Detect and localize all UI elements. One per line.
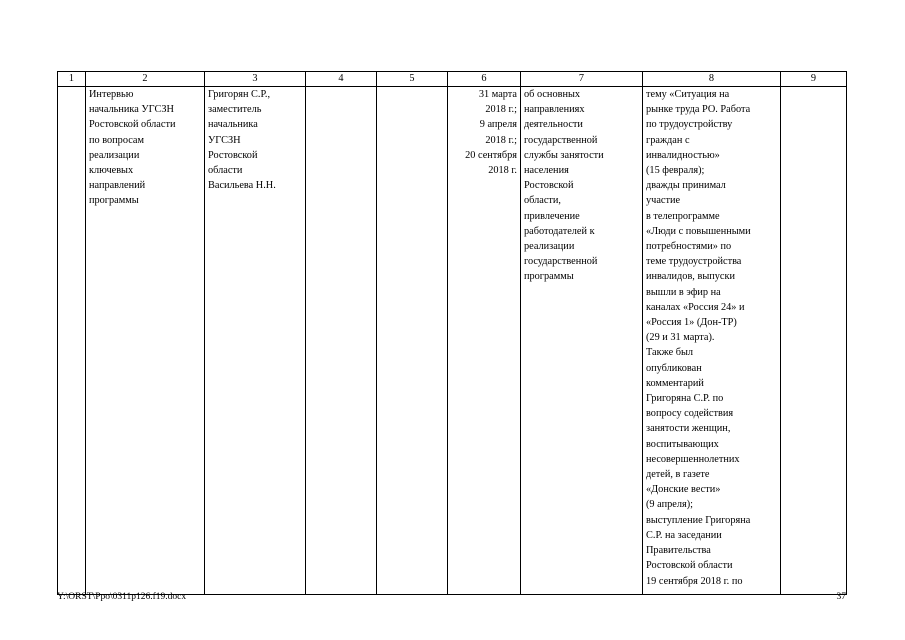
page-number: 37 — [836, 592, 846, 602]
column-number-9: 9 — [781, 72, 847, 87]
cell-event: Интервью начальника УГСЗН Ростовской области по вопросам реализации ключевых направлений программы — [86, 87, 205, 595]
column-number-4: 4 — [306, 72, 377, 87]
column-number-6: 6 — [448, 72, 521, 87]
column-number-8: 8 — [643, 72, 781, 87]
column-number-7: 7 — [521, 72, 643, 87]
footer-file-path: Y:\ORST\Ppo\0311p126.f19.docx — [57, 592, 187, 602]
document-table — [57, 71, 847, 595]
cell-dates: 31 марта 2018 г.; 9 апреля 2018 г.; 20 сентября 2018 г. — [448, 87, 521, 595]
column-number-1: 1 — [58, 72, 86, 87]
table-header-row — [58, 72, 847, 87]
column-number-2: 2 — [86, 72, 205, 87]
cell-number — [58, 87, 86, 595]
cell-results: тему «Ситуация на рынке труда РО. Работа по трудоустройству граждан с инвалидностью» (15 февраля); дважды принимал участие в телепрограмме «Люди с повышенными потребностями» по теме трудоустройства инвалидов, выпуски вышли в эфир на каналах «Россия 24» и «Россия 1» (Дон-ТР) (29 и 31 марта). Также был опубликован комментарий Григоряна С.Р. по вопросу содействия занятости женщин, воспитывающих несовершеннолетних детей, в газете «Донские вести» (9 апреля); выступление Григоряна С.Р. на заседании Правительства Ростовской области 19 сентября 2018 г. по — [643, 87, 781, 595]
cell-col9 — [781, 87, 847, 595]
table-row — [58, 87, 847, 595]
cell-col5 — [377, 87, 448, 595]
cell-responsible: Григорян С.Р., заместитель начальника УГСЗН Ростовской области Васильева Н.Н. — [205, 87, 306, 595]
cell-col4 — [306, 87, 377, 595]
cell-topic: об основных направлениях деятельности государственной службы занятости населения Ростовской области, привлечение работодателей к реализации государственной программы — [521, 87, 643, 595]
column-number-3: 3 — [205, 72, 306, 87]
column-number-5: 5 — [377, 72, 448, 87]
